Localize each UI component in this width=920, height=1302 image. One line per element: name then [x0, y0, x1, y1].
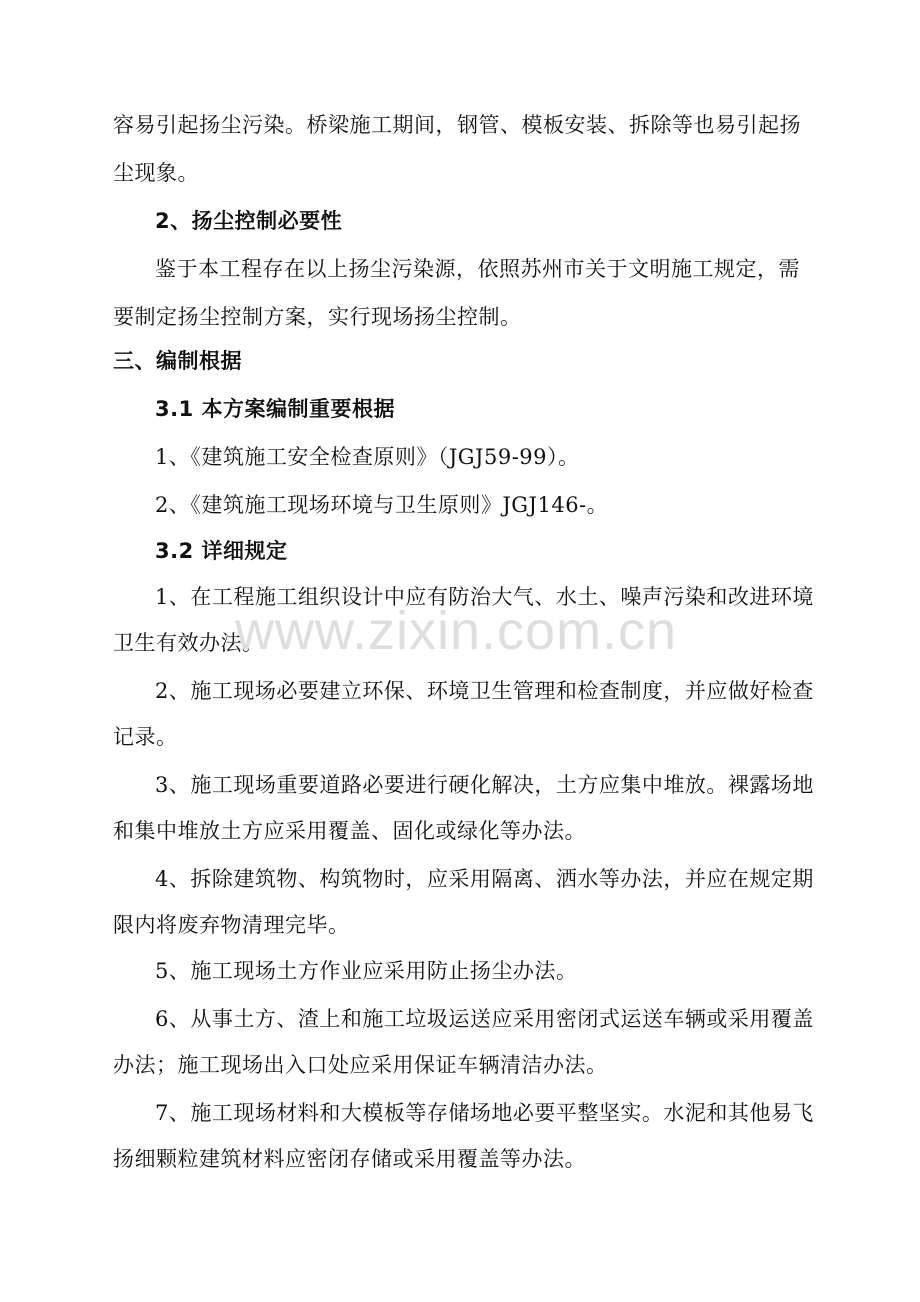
paragraph-line: 鉴于本工程存在以上扬尘污染源，依照苏州市关于文明施工规定，需 [155, 257, 800, 281]
list-item: 2、《建筑施工现场环境与卫生原则》JGJ146-。 [155, 493, 609, 517]
paragraph-line: 和集中堆放土方应采用覆盖、固化或绿化等办法。 [113, 819, 586, 843]
subsection-heading: 3.2 详细规定 [155, 539, 288, 563]
watermark-text: www.zixin.com.cn [235, 601, 678, 661]
paragraph-line: 卫生有效办法。 [113, 631, 264, 655]
list-item: 1、《建筑施工安全检查原则》（JGJ59-99）。 [155, 445, 580, 469]
section-heading: 2、扬尘控制必要性 [155, 209, 343, 233]
list-item: 6、从事土方、渣上和施工垃圾运送应采用密闭式运送车辆或采用覆盖 [155, 1007, 814, 1031]
paragraph-line: 容易引起扬尘污染。桥梁施工期间，钢管、模板安装、拆除等也易引起扬 [113, 113, 801, 137]
paragraph-line: 扬细颗粒建筑材料应密闭存储或采用覆盖等办法。 [113, 1147, 586, 1171]
list-item: 4、拆除建筑物、构筑物时，应采用隔离、洒水等办法，并应在规定期 [155, 867, 814, 891]
paragraph-line: 限内将废弃物清理完毕。 [113, 913, 350, 937]
chapter-heading: 三、编制根据 [113, 349, 242, 373]
list-item: 5、施工现场土方作业应采用防止扬尘办法。 [155, 959, 578, 983]
paragraph-line: 尘现象。 [113, 161, 199, 185]
list-item: 7、施工现场材料和大模板等存储场地必要平整坚实。水泥和其他易飞 [155, 1101, 814, 1125]
list-item: 2、施工现场必要建立环保、环境卫生管理和检查制度，并应做好检查 [155, 679, 814, 703]
list-item: 1、在工程施工组织设计中应有防治大气、水土、噪声污染和改进环境 [155, 585, 814, 609]
paragraph-line: 记录。 [113, 725, 178, 749]
paragraph-line: 办法；施工现场出入口处应采用保证车辆清洁办法。 [113, 1053, 608, 1077]
subsection-heading: 3.1 本方案编制重要根据 [155, 397, 396, 421]
list-item: 3、施工现场重要道路必要进行硬化解决，土方应集中堆放。裸露场地 [155, 773, 814, 797]
paragraph-line: 要制定扬尘控制方案，实行现场扬尘控制。 [113, 305, 522, 329]
